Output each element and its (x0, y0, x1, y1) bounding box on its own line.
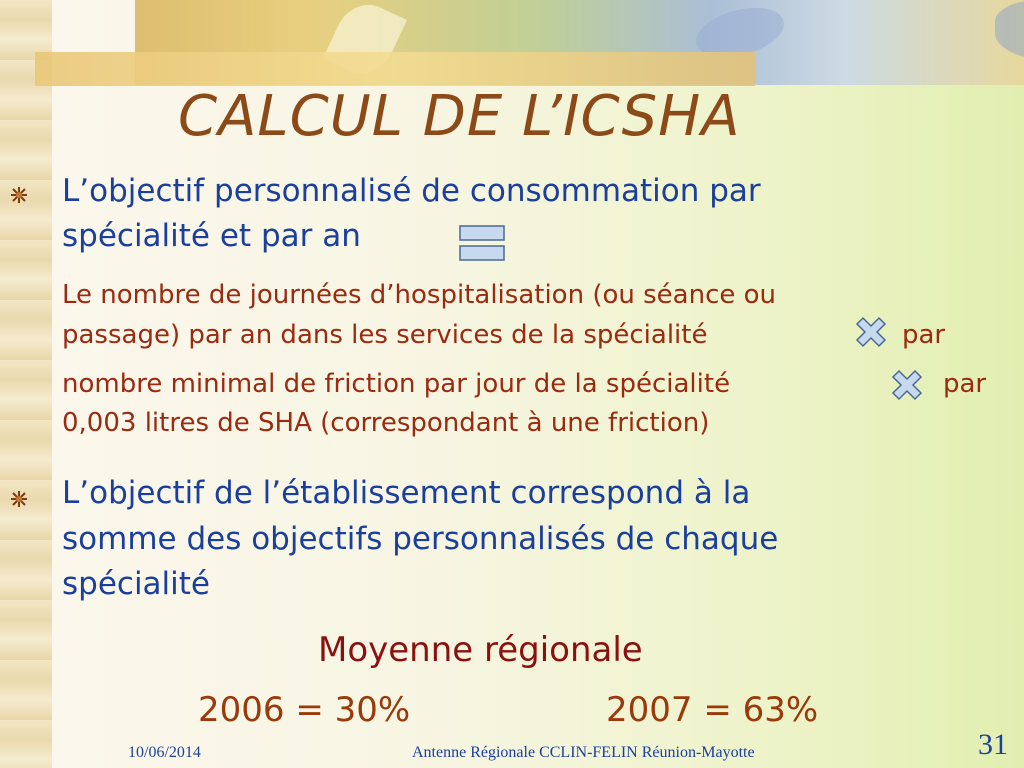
formula-line3: nombre minimal de friction par jour de la spécialité (62, 369, 731, 399)
bullet2-line1: L’objectif de l’établissement correspond à la (62, 475, 751, 511)
formula-line3-suffix: par (943, 369, 987, 399)
regional-average-label: Moyenne régionale (318, 630, 643, 670)
bullet2-line2: somme des objectifs personnalisés de chaque (62, 521, 779, 557)
bullet-star-icon (10, 490, 28, 508)
multiply-icon (853, 314, 889, 354)
bullet1-line1: L’objectif personnalisé de consommation par (62, 173, 761, 209)
page-number: 31 (978, 728, 1008, 761)
left-texture-strip (0, 0, 52, 768)
year-2006-value: 2006 = 30% (198, 690, 411, 730)
footer-organization: Antenne Régionale CCLIN-FELIN Réunion-Mayotte (412, 744, 755, 761)
footer-date: 10/06/2014 (128, 744, 201, 761)
slide-title: CALCUL DE L’ICSHA (178, 84, 741, 149)
formula-line1: Le nombre de journées d’hospitalisation (ou séance ou (62, 280, 777, 310)
leaf-decoration (995, 0, 1024, 60)
bullet1-line2: spécialité et par an (62, 218, 361, 254)
multiply-icon (889, 367, 925, 407)
equals-icon (458, 224, 506, 266)
formula-line4: 0,003 litres de SHA (correspondant à une friction) (62, 408, 710, 438)
year-2007-value: 2007 = 63% (606, 690, 819, 730)
bullet2-line3: spécialité (62, 566, 211, 602)
formula-line2-suffix: par (902, 320, 946, 350)
formula-line2: passage) par an dans les services de la spécialité (62, 320, 708, 350)
decorative-band (35, 52, 755, 86)
bullet-star-icon (10, 186, 28, 204)
